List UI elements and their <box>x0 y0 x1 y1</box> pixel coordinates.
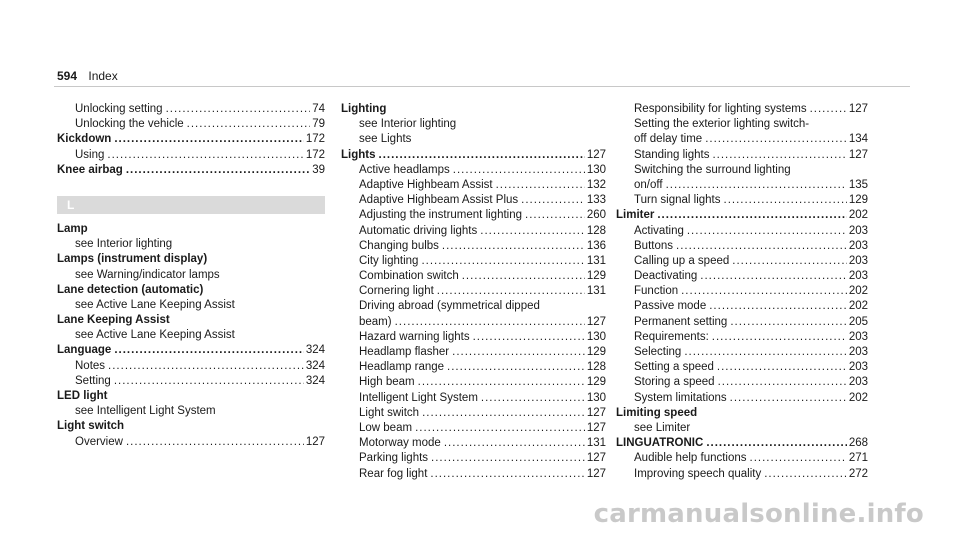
entry-text: see Interior lighting <box>359 118 457 131</box>
index-entry[interactable] <box>57 343 325 358</box>
index-subentry[interactable] <box>341 193 606 208</box>
dot-leader <box>481 391 585 406</box>
entry-text: beam) <box>359 315 392 328</box>
dot-leader <box>379 148 585 163</box>
entry-text: see Active Lane Keeping Assist <box>75 298 235 311</box>
index-subentry[interactable] <box>616 239 868 254</box>
entry-text: Limiter <box>616 209 655 222</box>
dot-leader <box>126 435 304 450</box>
dot-leader <box>718 375 847 390</box>
entry-text: see Lights <box>359 133 412 146</box>
dot-leader <box>395 315 585 330</box>
page-reference[interactable]: 74 <box>312 103 325 115</box>
dot-leader <box>444 436 585 451</box>
index-entry[interactable] <box>616 436 868 451</box>
page-reference[interactable]: 129 <box>586 270 606 283</box>
dot-leader <box>810 102 847 117</box>
index-entry[interactable] <box>341 148 606 163</box>
entry-text: Lane Keeping Assist <box>57 314 170 327</box>
entry-text: LINGUATRONIC <box>616 437 704 450</box>
index-subentry[interactable] <box>341 345 606 360</box>
index-subentry <box>341 117 606 132</box>
page-reference[interactable]: 172 <box>305 133 325 146</box>
index-subentry[interactable] <box>341 224 606 239</box>
dot-leader <box>717 360 847 375</box>
page-reference[interactable]: 127 <box>848 148 868 161</box>
dot-leader <box>166 102 311 117</box>
dot-leader <box>676 239 847 254</box>
page-header <box>57 69 118 83</box>
entry-text: Low beam <box>359 421 413 434</box>
page-reference[interactable]: 268 <box>848 437 868 450</box>
dot-leader <box>447 360 585 375</box>
entry-text: Permanent setting <box>634 315 728 328</box>
entry-text: Changing bulbs <box>359 239 439 252</box>
index-subentry <box>57 404 325 419</box>
entry-text: Function <box>634 285 679 298</box>
index-subentry[interactable] <box>616 467 868 482</box>
index-entry <box>57 252 325 267</box>
index-subentry[interactable] <box>57 359 325 374</box>
index-subentry[interactable] <box>341 421 606 436</box>
spacer <box>57 178 325 188</box>
index-subentry[interactable] <box>57 117 325 132</box>
entry-text: Rear fog light <box>359 467 428 480</box>
page-reference[interactable]: 324 <box>305 374 325 387</box>
entry-text: Lane detection (automatic) <box>57 283 204 296</box>
entry-text: Setting the exterior lighting switch- <box>634 118 810 131</box>
entry-text: Parking lights <box>359 452 429 465</box>
page-reference[interactable]: 128 <box>586 361 606 374</box>
page-reference[interactable]: 271 <box>848 452 868 465</box>
dot-leader <box>108 359 304 374</box>
dot-leader <box>452 345 585 360</box>
index-entry <box>57 222 325 237</box>
index-subentry[interactable] <box>616 148 868 163</box>
entry-text: Setting a speed <box>634 361 714 374</box>
dot-leader <box>687 224 847 239</box>
entry-text: Motorway mode <box>359 437 441 450</box>
watermark: carmanualsonline.info <box>593 499 924 529</box>
index-subentry[interactable] <box>341 360 606 375</box>
entry-text: Kickdown <box>57 133 112 146</box>
index-entry <box>616 406 868 421</box>
dot-leader <box>114 132 304 147</box>
index-entry[interactable] <box>57 132 325 147</box>
dot-leader <box>126 163 310 178</box>
header-divider <box>54 86 910 87</box>
section-title: Index <box>88 69 118 83</box>
page-reference[interactable]: 324 <box>305 344 325 357</box>
index-subentry[interactable] <box>341 451 606 466</box>
page-reference[interactable]: 127 <box>586 452 606 465</box>
index-subentry <box>57 298 325 313</box>
page-reference[interactable]: 129 <box>586 376 606 389</box>
entry-text: Combination switch <box>359 270 459 283</box>
page-reference[interactable]: 127 <box>586 406 606 419</box>
index-subentry[interactable] <box>341 330 606 345</box>
dot-leader <box>684 345 847 360</box>
index-subentry[interactable] <box>616 178 868 193</box>
index-subentry <box>57 328 325 343</box>
index-subentry[interactable] <box>341 467 606 482</box>
index-subentry[interactable] <box>616 102 868 117</box>
entry-text: LED light <box>57 390 108 402</box>
dot-leader <box>496 178 585 193</box>
index-entry[interactable] <box>616 208 868 223</box>
entry-text: Intelligent Light System <box>359 391 478 404</box>
index-subentry[interactable] <box>616 254 868 269</box>
entry-text: Adaptive Highbeam Assist <box>359 178 493 191</box>
page-reference[interactable]: 128 <box>586 224 606 237</box>
entry-text: Driving abroad (symmetrical dipped <box>359 300 540 313</box>
entry-text: High beam <box>359 376 415 389</box>
index-subentry[interactable] <box>616 330 868 345</box>
entry-text: Responsibility for lighting systems <box>634 103 807 115</box>
entry-text: Notes <box>75 359 106 372</box>
dot-leader <box>462 269 585 284</box>
entry-text: Selecting <box>634 346 682 358</box>
dot-leader <box>437 284 585 299</box>
entry-text: Activating <box>634 224 684 237</box>
entry-text: Active headlamps <box>359 163 450 176</box>
entry-text: Unlocking the vehicle <box>75 118 184 131</box>
page-reference[interactable]: 203 <box>848 330 868 343</box>
page-reference[interactable]: 131 <box>586 285 606 298</box>
index-entry <box>57 389 325 404</box>
index-subentry[interactable] <box>57 374 325 389</box>
page-reference[interactable]: 260 <box>586 209 606 222</box>
entry-text: Limiting speed <box>616 406 698 419</box>
page-reference[interactable]: 129 <box>586 346 606 358</box>
page-reference[interactable]: 131 <box>586 437 606 450</box>
page-reference[interactable]: 205 <box>848 315 868 328</box>
index-subentry[interactable] <box>616 284 868 299</box>
dot-leader <box>709 299 847 314</box>
page-reference[interactable]: 127 <box>586 421 606 434</box>
page-reference[interactable]: 127 <box>305 435 325 448</box>
dot-leader <box>706 436 847 451</box>
dot-leader <box>666 178 847 193</box>
entry-text: Light switch <box>57 420 125 433</box>
entry-text: Calling up a speed <box>634 254 730 267</box>
dot-leader <box>473 330 585 345</box>
dot-leader <box>525 208 585 223</box>
entry-text: Adjusting the instrument lighting <box>359 209 523 222</box>
dot-leader <box>453 163 585 178</box>
dot-leader <box>712 330 847 345</box>
dot-leader <box>705 132 847 147</box>
page-reference[interactable]: 131 <box>586 254 606 267</box>
dot-leader <box>730 315 846 330</box>
dot-leader <box>114 374 304 389</box>
page-reference[interactable]: 132 <box>586 178 606 191</box>
dot-leader <box>712 148 846 163</box>
dot-leader <box>657 208 846 223</box>
entry-text: Headlamp range <box>359 361 445 374</box>
index-subentry <box>341 132 606 147</box>
index-subentry[interactable] <box>57 148 325 163</box>
page-reference[interactable]: 203 <box>848 376 868 389</box>
entry-text: Headlamp flasher <box>359 346 450 358</box>
index-subentry[interactable] <box>341 163 606 178</box>
index-subentry[interactable] <box>616 299 868 314</box>
index-subentry[interactable] <box>341 254 606 269</box>
entry-text: Audible help functions <box>634 452 747 465</box>
index-subentry[interactable] <box>341 208 606 223</box>
page-reference[interactable]: 202 <box>848 209 868 222</box>
index-entry <box>57 419 325 434</box>
dot-leader <box>418 375 585 390</box>
entry-text: see Intelligent Light System <box>75 405 216 418</box>
page-reference[interactable]: 134 <box>848 133 868 146</box>
page-reference[interactable]: 136 <box>586 239 606 252</box>
index-subentry[interactable] <box>616 269 868 284</box>
entry-text: on/off <box>634 178 663 191</box>
page-reference[interactable]: 203 <box>848 239 868 252</box>
index-subentry[interactable] <box>616 391 868 406</box>
index-entry <box>341 102 606 117</box>
entry-text: Standing lights <box>634 148 710 161</box>
page-reference[interactable]: 129 <box>848 194 868 207</box>
dot-leader <box>431 451 585 466</box>
dot-leader <box>421 254 584 269</box>
page-reference[interactable]: 272 <box>848 467 868 480</box>
page-reference[interactable]: 127 <box>586 467 606 480</box>
index-subentry[interactable] <box>341 315 606 330</box>
letter-heading: L <box>57 196 325 214</box>
page-reference[interactable]: 202 <box>848 391 868 404</box>
dot-leader <box>430 467 584 482</box>
page-reference[interactable]: 324 <box>305 359 325 372</box>
index-subentry[interactable] <box>341 239 606 254</box>
index-subentry <box>57 268 325 283</box>
page-reference[interactable]: 133 <box>586 194 606 207</box>
index-subentry <box>341 299 606 314</box>
page-reference[interactable]: 135 <box>848 178 868 191</box>
dot-leader <box>750 451 847 466</box>
index-subentry <box>616 117 868 132</box>
entry-text: Storing a speed <box>634 376 715 389</box>
entry-text: Using <box>75 148 105 161</box>
entry-text: off delay time <box>634 133 703 146</box>
page-reference[interactable]: 202 <box>848 300 868 313</box>
dot-leader <box>415 421 585 436</box>
index-entry <box>57 283 325 298</box>
index-subentry <box>616 421 868 436</box>
dot-leader <box>422 406 585 421</box>
index-column-1 <box>57 102 325 450</box>
page-reference[interactable]: 130 <box>586 163 606 176</box>
index-subentry[interactable] <box>341 406 606 421</box>
page-reference[interactable]: 127 <box>848 103 868 115</box>
dot-leader <box>187 117 311 132</box>
entry-text: Requirements: <box>634 330 709 343</box>
dot-leader <box>114 343 304 358</box>
entry-text: Lamp <box>57 222 88 235</box>
page-reference[interactable]: 79 <box>312 118 325 131</box>
dot-leader <box>724 193 847 208</box>
index-subentry <box>616 163 868 178</box>
page-reference[interactable]: 130 <box>586 391 606 404</box>
dot-leader <box>681 284 847 299</box>
entry-text: Cornering light <box>359 285 434 298</box>
dot-leader <box>442 239 585 254</box>
index-subentry[interactable] <box>341 284 606 299</box>
index-column-3 <box>616 102 868 482</box>
entry-text: Adaptive Highbeam Assist Plus <box>359 194 519 207</box>
dot-leader <box>732 254 847 269</box>
page-reference[interactable]: 127 <box>586 148 606 161</box>
page-reference[interactable]: 127 <box>586 315 606 328</box>
page-reference[interactable]: 203 <box>848 361 868 374</box>
index-subentry[interactable] <box>341 178 606 193</box>
page-reference[interactable]: 39 <box>312 163 325 176</box>
index-subentry[interactable] <box>616 224 868 239</box>
entry-text: see Interior lighting <box>75 238 173 251</box>
page-reference[interactable]: 203 <box>848 346 868 358</box>
index-subentry[interactable] <box>616 132 868 147</box>
index-subentry[interactable] <box>616 193 868 208</box>
entry-text: System limitations <box>634 391 727 404</box>
entry-text: Passive mode <box>634 300 707 313</box>
entry-text: Improving speech quality <box>634 467 762 480</box>
page-reference[interactable]: 202 <box>848 285 868 298</box>
index-subentry[interactable] <box>57 435 325 450</box>
dot-leader <box>700 269 847 284</box>
index-subentry[interactable] <box>616 315 868 330</box>
dot-leader <box>480 224 585 239</box>
page-reference[interactable]: 203 <box>848 224 868 237</box>
entry-text: Automatic driving lights <box>359 224 478 237</box>
index-subentry[interactable] <box>616 451 868 466</box>
entry-text: Unlocking setting <box>75 103 163 115</box>
entry-text: Switching the surround lighting <box>634 163 791 176</box>
entry-text: see Limiter <box>634 421 691 434</box>
page-reference[interactable]: 130 <box>586 330 606 343</box>
entry-text: Setting <box>75 374 111 387</box>
index-subentry[interactable] <box>341 391 606 406</box>
entry-text: City lighting <box>359 254 419 267</box>
dot-leader <box>107 148 303 163</box>
index-subentry[interactable] <box>341 269 606 284</box>
index-column-2 <box>341 102 606 482</box>
index-subentry[interactable] <box>341 375 606 390</box>
entry-text: Lamps (instrument display) <box>57 253 208 266</box>
entry-text: Lighting <box>341 103 387 115</box>
page-number: 594 <box>57 69 78 83</box>
page-reference[interactable]: 203 <box>848 254 868 267</box>
entry-text: Buttons <box>634 239 673 252</box>
index-entry[interactable] <box>57 163 325 178</box>
entry-text: see Active Lane Keeping Assist <box>75 329 235 342</box>
entry-text: Light switch <box>359 406 420 419</box>
index-subentry[interactable] <box>616 360 868 375</box>
index-subentry[interactable] <box>341 436 606 451</box>
index-subentry[interactable] <box>616 345 868 360</box>
entry-text: Lights <box>341 148 376 161</box>
page-reference[interactable]: 203 <box>848 270 868 283</box>
index-subentry[interactable] <box>57 102 325 117</box>
entry-text: Knee airbag <box>57 163 123 176</box>
entry-text: Overview <box>75 435 123 448</box>
page-reference[interactable]: 172 <box>305 148 325 161</box>
entry-text: Deactivating <box>634 270 698 283</box>
dot-leader <box>521 193 585 208</box>
dot-leader <box>730 391 847 406</box>
entry-text: Language <box>57 344 112 357</box>
index-entry <box>57 313 325 328</box>
entry-text: Turn signal lights <box>634 194 721 207</box>
entry-text: Hazard warning lights <box>359 330 470 343</box>
index-subentry <box>57 237 325 252</box>
dot-leader <box>764 467 847 482</box>
entry-text: see Warning/indicator lamps <box>75 268 220 281</box>
index-subentry[interactable] <box>616 375 868 390</box>
